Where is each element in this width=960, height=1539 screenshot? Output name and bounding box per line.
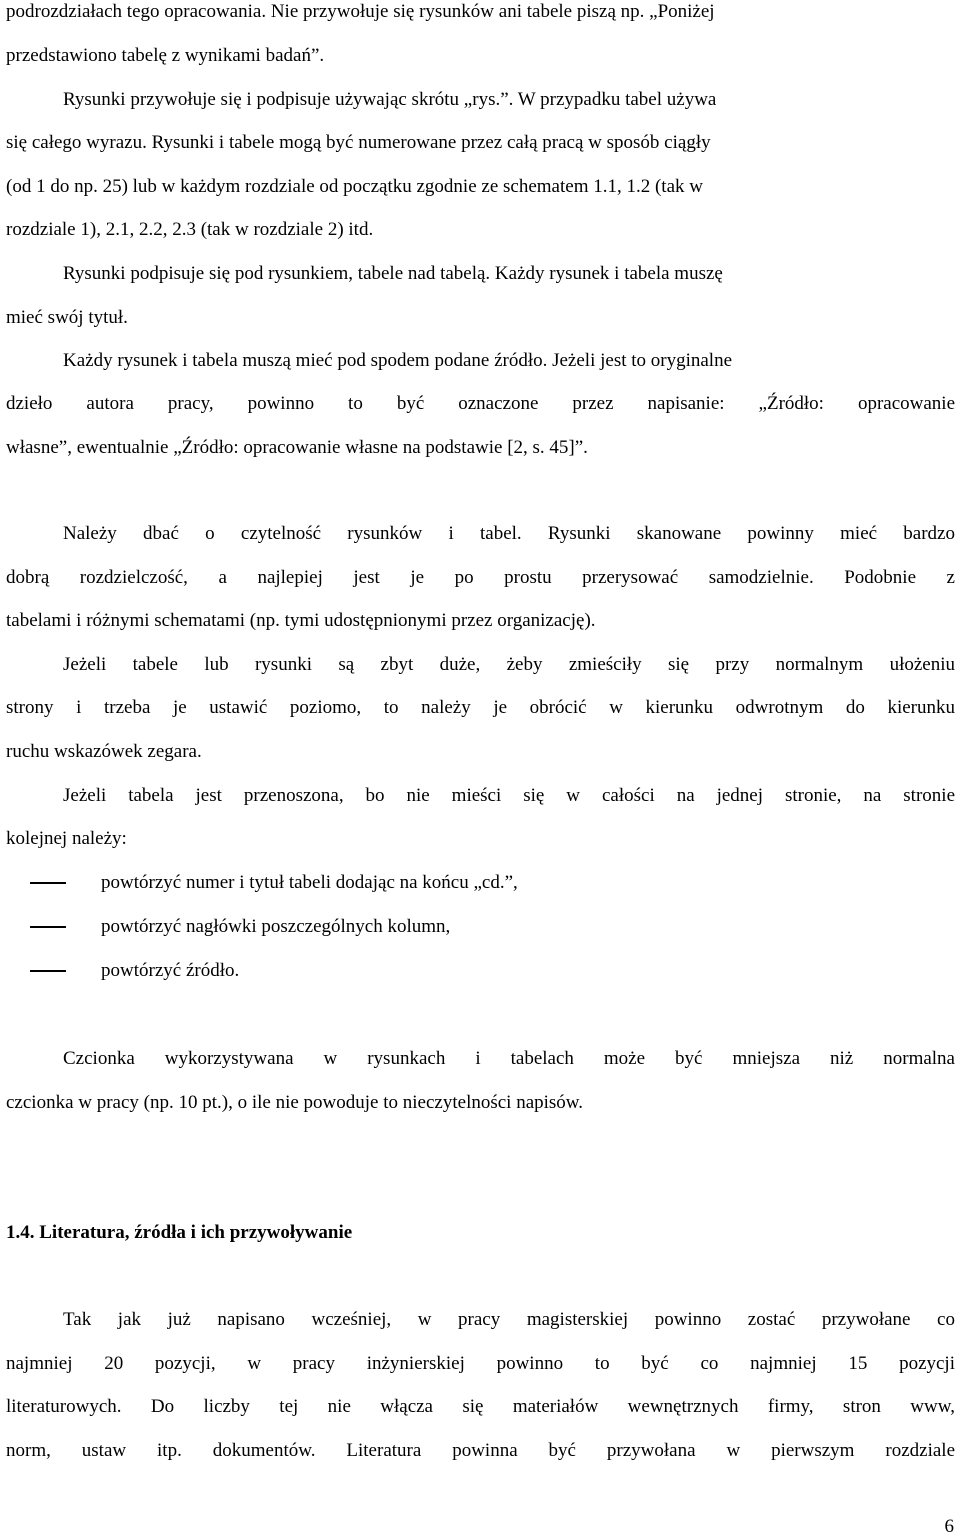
text-line: mieć swój tytuł. (6, 307, 128, 328)
text-line: Czcionka wykorzystywana w rysunkach i tabelach może być mniejsza niż normalna (63, 1048, 955, 1069)
list-item (6, 959, 955, 983)
text-line: tabelami i różnymi schematami (np. tymi udostępnionymi przez organizację). (6, 610, 596, 631)
text-line: Jeżeli tabela jest przenoszona, bo nie mieści się w całości na jednej stronie, na stronie (63, 785, 955, 806)
list-item (6, 871, 955, 895)
text-line: Jeżeli tabele lub rysunki są zbyt duże, żeby zmieściły się przy normalnym ułożeniu (63, 654, 955, 675)
text-line: kolejnej należy: (6, 828, 127, 849)
text-line: literaturowych. Do liczby tej nie włącza się materiałów wewnętrznych firmy, stron www, (6, 1396, 955, 1417)
list-item-text: powtórzyć numer i tytuł tabeli dodając na końcu „cd.”, (101, 872, 518, 893)
text-line: rozdziale 1), 2.1, 2.2, 2.3 (tak w rozdziale 2) itd. (6, 219, 374, 240)
text-line: norm, ustaw itp. dokumentów. Literatura powinna być przywołana w pierwszym rozdziale (6, 1440, 955, 1461)
text-line: Tak jak już napisano wcześniej, w pracy magisterskiej powinno zostać przywołane co (63, 1309, 955, 1330)
dash-bullet-icon (30, 882, 66, 884)
text-line: (od 1 do np. 25) lub w każdym rozdziale od początku zgodnie ze schematem 1.1, 1.2 (tak w (6, 176, 703, 197)
section-heading: 1.4. Literatura, źródła i ich przywoływanie (6, 1222, 353, 1243)
text-line: własne”, ewentualnie „Źródło: opracowanie własne na podstawie [2, s. 45]”. (6, 437, 588, 458)
dash-bullet-icon (30, 926, 66, 928)
text-line: Należy dbać o czytelność rysunków i tabel. Rysunki skanowane powinny mieć bardzo (63, 523, 955, 544)
text-line: podrozdziałach tego opracowania. Nie przywołuje się rysunków ani tabele piszą np. „Poniżej (6, 1, 715, 22)
text-line: ruchu wskazówek zegara. (6, 741, 202, 762)
text-line: dobrą rozdzielczość, a najlepiej jest je po prostu przerysować samodzielnie. Podobnie z (6, 567, 955, 588)
page-number: 6 (944, 1516, 954, 1537)
text-line: się całego wyrazu. Rysunki i tabele mogą być numerowane przez całą pracą w sposób ciągły (6, 132, 711, 153)
list-item-text: powtórzyć nagłówki poszczególnych kolumn, (101, 916, 451, 937)
text-line: strony i trzeba je ustawić poziomo, to należy je obrócić w kierunku odwrotnym do kierunku (6, 697, 955, 718)
text-line: przedstawiono tabelę z wynikami badań”. (6, 45, 325, 66)
list-item (6, 915, 955, 939)
text-line: dzieło autora pracy, powinno to być oznaczone przez napisanie: „Źródło: opracowanie (6, 393, 955, 414)
text-line: najmniej 20 pozycji, w pracy inżynierskiej powinno to być co najmniej 15 pozycji (6, 1353, 955, 1374)
list-item-text: powtórzyć źródło. (101, 960, 240, 981)
dash-bullet-icon (30, 970, 66, 972)
text-line: czcionka w pracy (np. 10 pt.), o ile nie powoduje to nieczytelności napisów. (6, 1092, 584, 1113)
text-line: Każdy rysunek i tabela muszą mieć pod spodem podane źródło. Jeżeli jest to oryginalne (63, 350, 733, 371)
text-line: Rysunki podpisuje się pod rysunkiem, tabele nad tabelą. Każdy rysunek i tabela muszę (63, 263, 723, 284)
text-line: Rysunki przywołuje się i podpisuje używając skrótu „rys.”. W przypadku tabel używa (63, 89, 717, 110)
